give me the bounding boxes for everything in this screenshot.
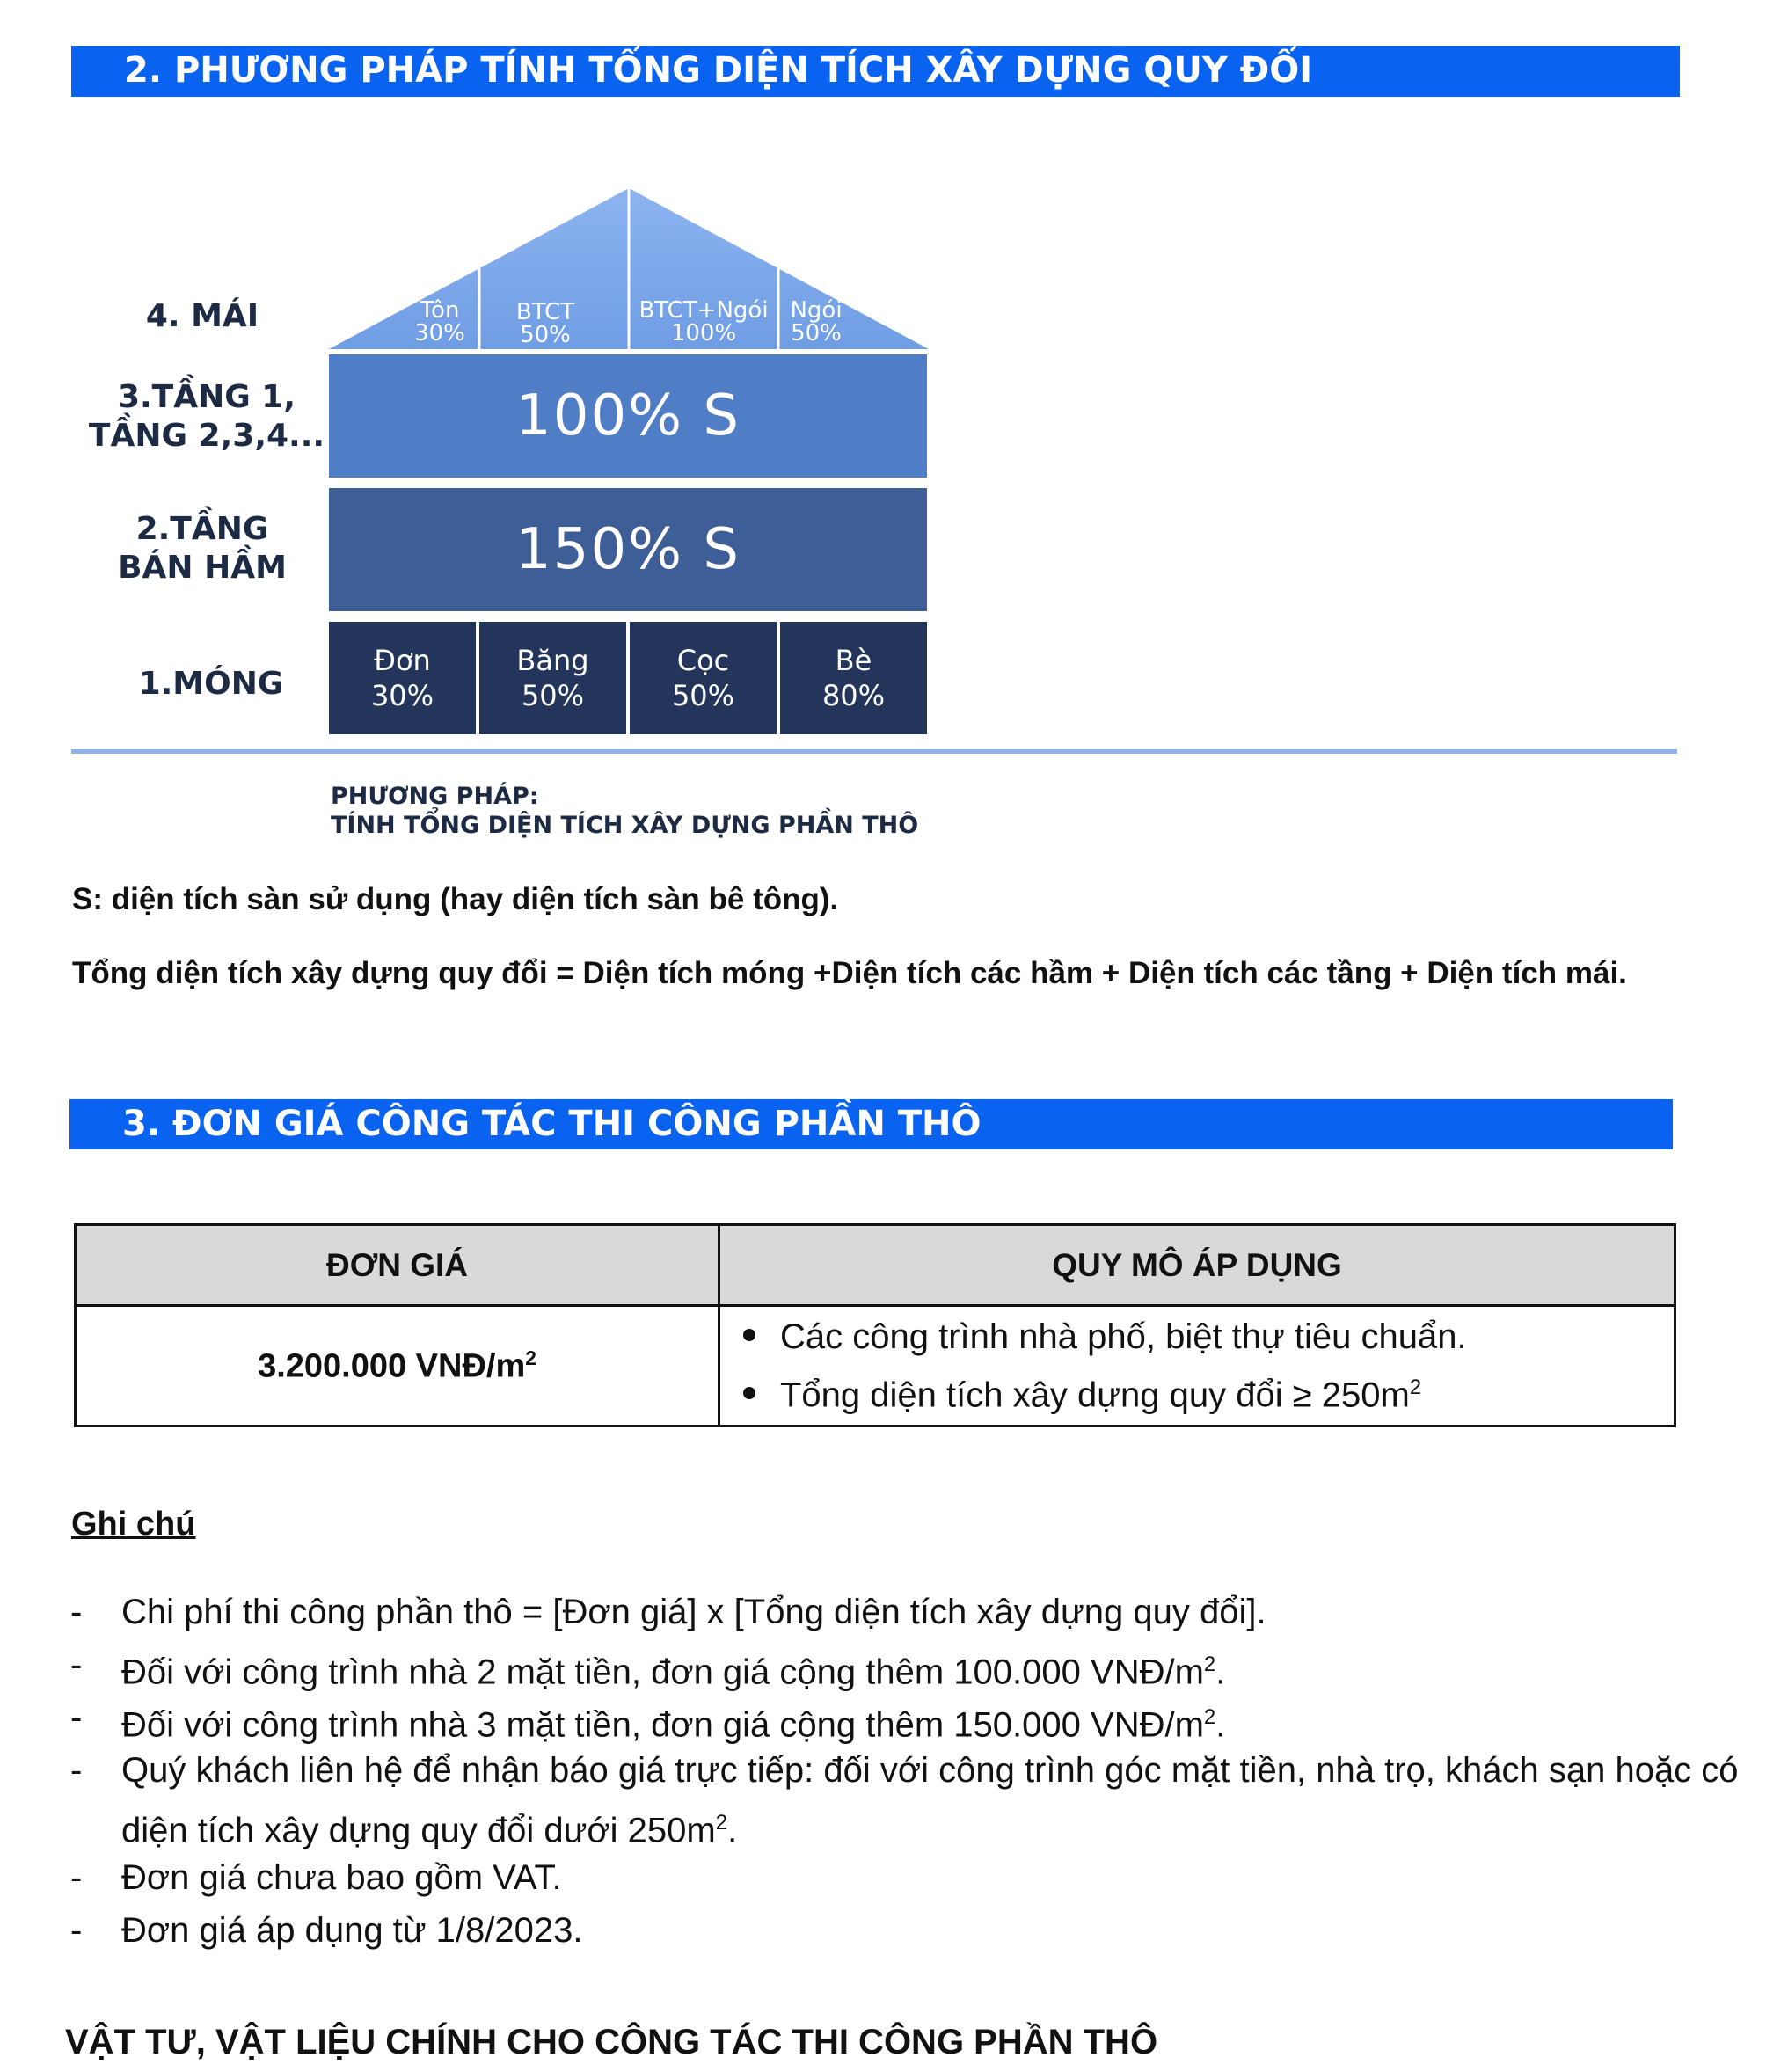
note-text: Đối với công trình nhà 2 mặt tiền, đơn giá cộng thêm 100.000 VNĐ/m	[121, 1652, 1204, 1692]
note-sup: 2	[715, 1811, 728, 1835]
scope-item	[743, 1311, 1673, 1362]
note-text: Chi phí thi công phần thô = [Đơn giá] x [Tổng diện tích xây dựng quy đổi].	[121, 1593, 1266, 1631]
foundation-cell-be	[780, 622, 927, 734]
roof-type-name: Tôn	[420, 297, 460, 324]
price-unit-sup: 2	[525, 1346, 536, 1369]
scope-item-text: Tổng diện tích xây dựng quy đổi ≥ 250m	[780, 1375, 1410, 1415]
scope-cell	[719, 1306, 1675, 1426]
header-price: ĐƠN GIÁ	[76, 1225, 719, 1306]
method-label: PHƯƠNG PHÁP:	[331, 783, 539, 810]
basement-band	[329, 488, 927, 611]
note-item	[70, 1744, 1741, 1857]
note-tail: .	[1215, 1652, 1226, 1692]
roof-type-name: BTCT	[515, 299, 575, 325]
note-tail: .	[1215, 1705, 1226, 1745]
ground-line	[71, 749, 1677, 754]
dash-bullet: -	[70, 1698, 83, 1737]
dash-bullet: -	[70, 1911, 83, 1950]
foundation-cell-bang	[479, 622, 626, 734]
roof-type-ton	[400, 299, 479, 345]
bullet-icon	[743, 1329, 755, 1341]
roof-type-btct-ngoi	[629, 299, 778, 345]
note-text: Đối với công trình nhà 3 mặt tiền, đơn giá cộng thêm 150.000 VNĐ/m	[121, 1705, 1204, 1745]
note-item	[70, 1851, 1741, 1904]
foundation-type-name: Cọc	[676, 644, 730, 677]
note-text: Đơn giá áp dụng từ 1/8/2023.	[121, 1911, 583, 1950]
foundation-type-pct: 50%	[671, 679, 735, 712]
roof-type-pct: 100%	[670, 320, 737, 347]
note-item	[70, 1586, 1741, 1638]
roof-type-pct: 30%	[414, 320, 465, 347]
price-cell	[76, 1306, 719, 1426]
price-value: 3.200.000 VNĐ/m	[258, 1347, 526, 1385]
floors-value: 100% S	[515, 383, 741, 449]
header-scope: QUY MÔ ÁP DỤNG	[719, 1225, 1675, 1306]
s-definition: S: diện tích sàn sử dụng (hay diện tích sàn bê tông).	[72, 882, 839, 916]
section-3-title: 3. ĐƠN GIÁ CÔNG TÁC THI CÔNG PHẦN THÔ	[122, 1104, 982, 1144]
dash-bullet: -	[70, 1751, 83, 1790]
level-label-basement-line2: BÁN HẦM	[118, 550, 287, 586]
note-sup: 2	[1203, 1652, 1216, 1676]
level-label-basement-line1: 2.TẦNG	[135, 511, 269, 547]
floors-band	[329, 354, 927, 478]
note-text: Đơn giá chưa bao gồm VAT.	[121, 1858, 562, 1897]
level-label-foundation: 1.MÓNG	[138, 666, 284, 702]
bullet-icon	[743, 1387, 755, 1399]
dash-bullet: -	[70, 1593, 83, 1631]
note-item	[70, 1691, 1741, 1751]
table-row	[76, 1306, 1675, 1426]
note-tail: .	[727, 1811, 738, 1850]
price-table	[74, 1223, 1676, 1427]
level-label-floors-line2: TẦNG 2,3,4...	[88, 418, 325, 454]
foundation-type-pct: 30%	[370, 679, 434, 712]
foundation-cell-don	[329, 622, 476, 734]
section-2-header	[71, 46, 1680, 97]
foundation-type-pct: 50%	[521, 679, 585, 712]
foundation-type-name: Bè	[835, 644, 872, 677]
notes-title: Ghi chú	[71, 1506, 196, 1543]
table-header-row	[76, 1225, 1675, 1306]
note-item	[70, 1638, 1741, 1698]
roof-type-name: BTCT+Ngói	[639, 297, 769, 324]
section-2-title: 2. PHƯƠNG PHÁP TÍNH TỔNG DIỆN TÍCH XÂY DỰNG QUY ĐỔI	[124, 50, 1313, 91]
scope-item-text: Các công trình nhà phố, biệt thự tiêu chuẩn.	[780, 1317, 1467, 1356]
foundation-type-name: Đơn	[374, 644, 431, 677]
roof-type-pct: 50%	[520, 322, 571, 348]
note-text: Quý khách liên hệ để nhận báo giá trực tiếp: đối với công trình góc mặt tiền, nhà trọ, khách sạn hoặc có diện tích xây dựng quy đổi dưới 250m	[121, 1751, 1739, 1850]
note-sup: 2	[1203, 1705, 1216, 1729]
materials-heading: VẬT TƯ, VẬT LIỆU CHÍNH CHO CÔNG TÁC THI CÔNG PHẦN THÔ	[65, 2023, 1158, 2061]
dash-bullet: -	[70, 1645, 83, 1684]
level-label-basement	[106, 510, 299, 587]
roof-type-ngoi	[781, 299, 851, 345]
dash-bullet: -	[70, 1858, 83, 1897]
basement-value: 150% S	[515, 517, 741, 582]
level-label-roof: 4. MÁI	[145, 298, 259, 334]
method-description: TÍNH TỔNG DIỆN TÍCH XÂY DỰNG PHẦN THÔ	[331, 812, 919, 839]
roof-type-pct: 50%	[791, 320, 842, 347]
scope-item-sup: 2	[1409, 1375, 1422, 1399]
section-3-header	[69, 1099, 1673, 1149]
roof-type-btct	[493, 301, 598, 347]
level-label-floors	[84, 378, 330, 456]
foundation-type-pct: 80%	[821, 679, 886, 712]
level-label-floors-line1: 3.TẦNG 1,	[117, 379, 296, 415]
scope-item	[743, 1362, 1673, 1420]
foundation-type-name: Băng	[516, 644, 589, 677]
foundation-cell-coc	[630, 622, 777, 734]
formula: Tổng diện tích xây dựng quy đổi = Diện tích móng +Diện tích các hầm + Diện tích các tầng + Diện tích mái.	[72, 956, 1627, 990]
note-item	[70, 1904, 1741, 1957]
roof-type-name: Ngói	[790, 297, 843, 324]
